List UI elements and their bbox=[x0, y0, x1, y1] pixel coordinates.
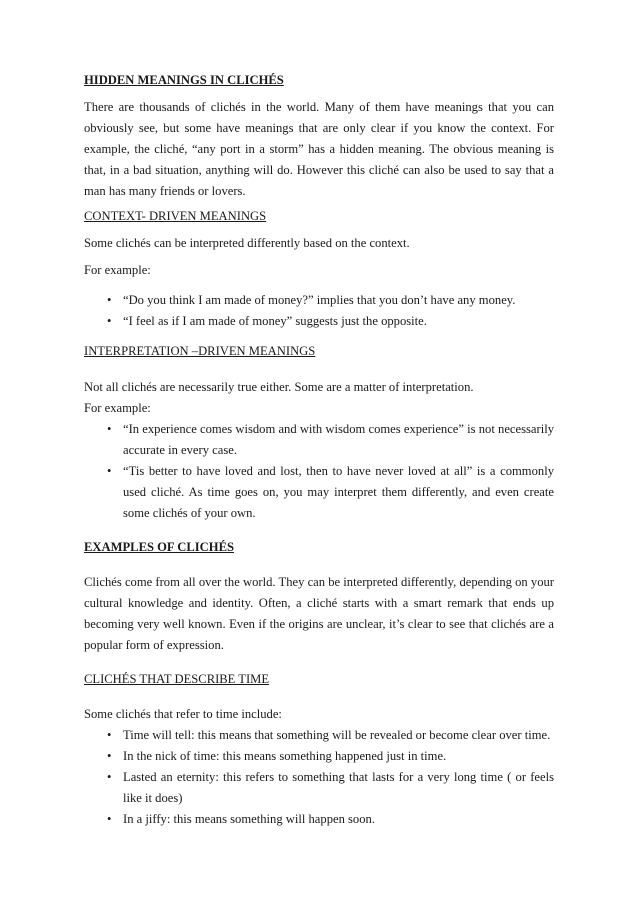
context-bullet-list bbox=[84, 290, 554, 332]
interpretation-example-label: For example: bbox=[84, 401, 151, 415]
list-item: • In the nick of time: this means something happened just in time. bbox=[84, 746, 554, 767]
list-item: • Time will tell: this means that something will be revealed or become clear over time. bbox=[84, 725, 554, 746]
list-item: • “Do you think I am made of money?” implies that you don’t have any money. bbox=[84, 290, 554, 311]
document-title: HIDDEN MEANINGS IN CLICHÉS bbox=[84, 73, 284, 87]
spacer bbox=[84, 690, 554, 704]
list-item: • “Tis better to have loved and lost, then to have never loved at all” is a commonly used cliché. As time goes on, you may interpret them differently, and even create some clichés of your own. bbox=[84, 461, 554, 524]
time-bullet-list bbox=[84, 725, 554, 830]
spacer bbox=[84, 524, 554, 537]
list-item: • “In experience comes wisdom and with wisdom comes experience” is not necessarily accurate in every case. bbox=[84, 419, 554, 461]
intro-paragraph: There are thousands of clichés in the world. Many of them have meanings that you can obviously see, but some have meanings that are only clear if you know the context. For example, the cliché, “any port in a storm” has a hidden meaning. The obvious meaning is that, in a bad situation, anything will do. However this cliché can also be used to say that a man has many friends or lovers. bbox=[84, 100, 554, 198]
spacer bbox=[84, 362, 554, 377]
spacer bbox=[84, 281, 554, 290]
document-page bbox=[84, 70, 554, 830]
context-paragraph: Some clichés can be interpreted differently based on the context. bbox=[84, 236, 410, 250]
interpretation-heading: INTERPRETATION –DRIVEN MEANINGS bbox=[84, 344, 316, 358]
interpretation-bullet-list bbox=[84, 419, 554, 524]
spacer bbox=[84, 656, 554, 669]
time-paragraph: Some clichés that refer to time include: bbox=[84, 707, 282, 721]
spacer bbox=[84, 332, 554, 341]
list-item: • Lasted an eternity: this refers to something that lasts for a very long time ( or feels like it does) bbox=[84, 767, 554, 809]
list-item: • “I feel as if I am made of money” suggests just the opposite. bbox=[84, 311, 554, 332]
interpretation-paragraph: Not all clichés are necessarily true either. Some are a matter of interpretation. bbox=[84, 380, 474, 394]
context-heading: CONTEXT- DRIVEN MEANINGS bbox=[84, 209, 267, 223]
context-example-label: For example: bbox=[84, 263, 151, 277]
time-heading: CLICHÉS THAT DESCRIBE TIME bbox=[84, 672, 270, 686]
examples-paragraph: Clichés come from all over the world. They can be interpreted differently, depending on your cultural knowledge and identity. Often, a cliché starts with a smart remark that ends up becoming very well known. Even if the origins are unclear, it’s clear to see that clichés are a popular form of expression. bbox=[84, 575, 554, 652]
examples-heading: EXAMPLES OF CLICHÉS bbox=[84, 540, 234, 554]
list-item: • In a jiffy: this means something will happen soon. bbox=[84, 809, 554, 830]
spacer bbox=[84, 558, 554, 572]
